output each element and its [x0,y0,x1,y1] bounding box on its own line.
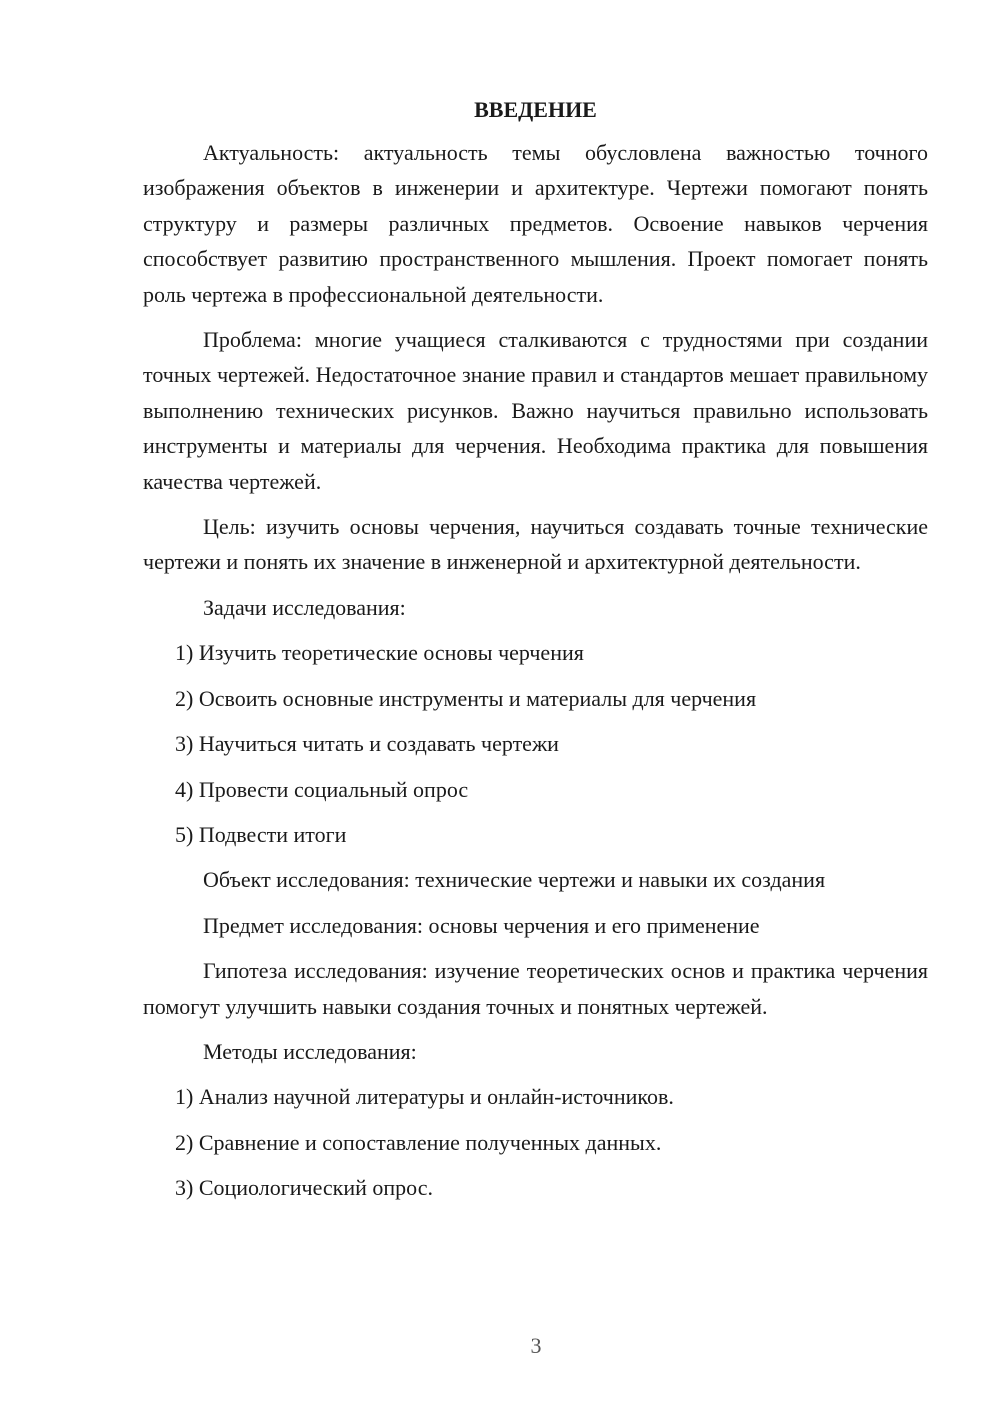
section-title: ВВЕДЕНИЕ [474,97,597,122]
paragraph-hypothesis: Гипотеза исследования: изучение теоретических основ и практика черчения помогут улучшить навыки создания точных и понятных чертежей. [143,958,928,1019]
methods-heading: Методы исследования: [203,1038,417,1064]
tasks-heading: Задачи исследования: [203,594,406,620]
list-item: 4) Провести социальный опрос [175,776,469,802]
list-item: 1) Анализ научной литературы и онлайн-источников. [175,1084,674,1110]
list-item: 5) Подвести итоги [175,821,347,847]
list-item: 2) Освоить основные инструменты и материалы для черчения [175,685,757,711]
paragraph-object: Объект исследования: технические чертежи и навыки их создания [203,867,826,893]
page-number: 3 [530,1333,542,1358]
list-item: 3) Социологический опрос. [175,1175,433,1201]
paragraph-subject: Предмет исследования: основы черчения и его применение [203,912,760,938]
list-item: 2) Сравнение и сопоставление полученных данных. [175,1129,662,1155]
list-item: 1) Изучить теоретические основы черчения [175,640,584,666]
tasks-list [143,635,928,852]
paragraph-goal: Цель: изучить основы черчения, научиться создавать точные технические чертежи и понять их значение в инженерной и архитектурной деятельности. [143,514,928,575]
document-page [143,92,928,1216]
paragraph-relevance: Актуальность: актуальность темы обусловлена важностью точного изображения объектов в инженерии и архитектуре. Чертежи помогают понять структуру и размеры различных предметов. Освоение навыков черчения способствует развитию пространственного мышления. Проект помогает понять роль чертежа в профессиональной деятельности. [143,140,928,307]
methods-list [143,1079,928,1205]
paragraph-problem: Проблема: многие учащиеся сталкиваются с трудностями при создании точных чертежей. Недостаточное знание правил и стандартов мешает правильному выполнению технических рисунков. Важно научиться правильно использовать инструменты и материалы для черчения. Необходима практика для повышения качества чертежей. [143,327,928,494]
list-item: 3) Научиться читать и создавать чертежи [175,731,559,757]
